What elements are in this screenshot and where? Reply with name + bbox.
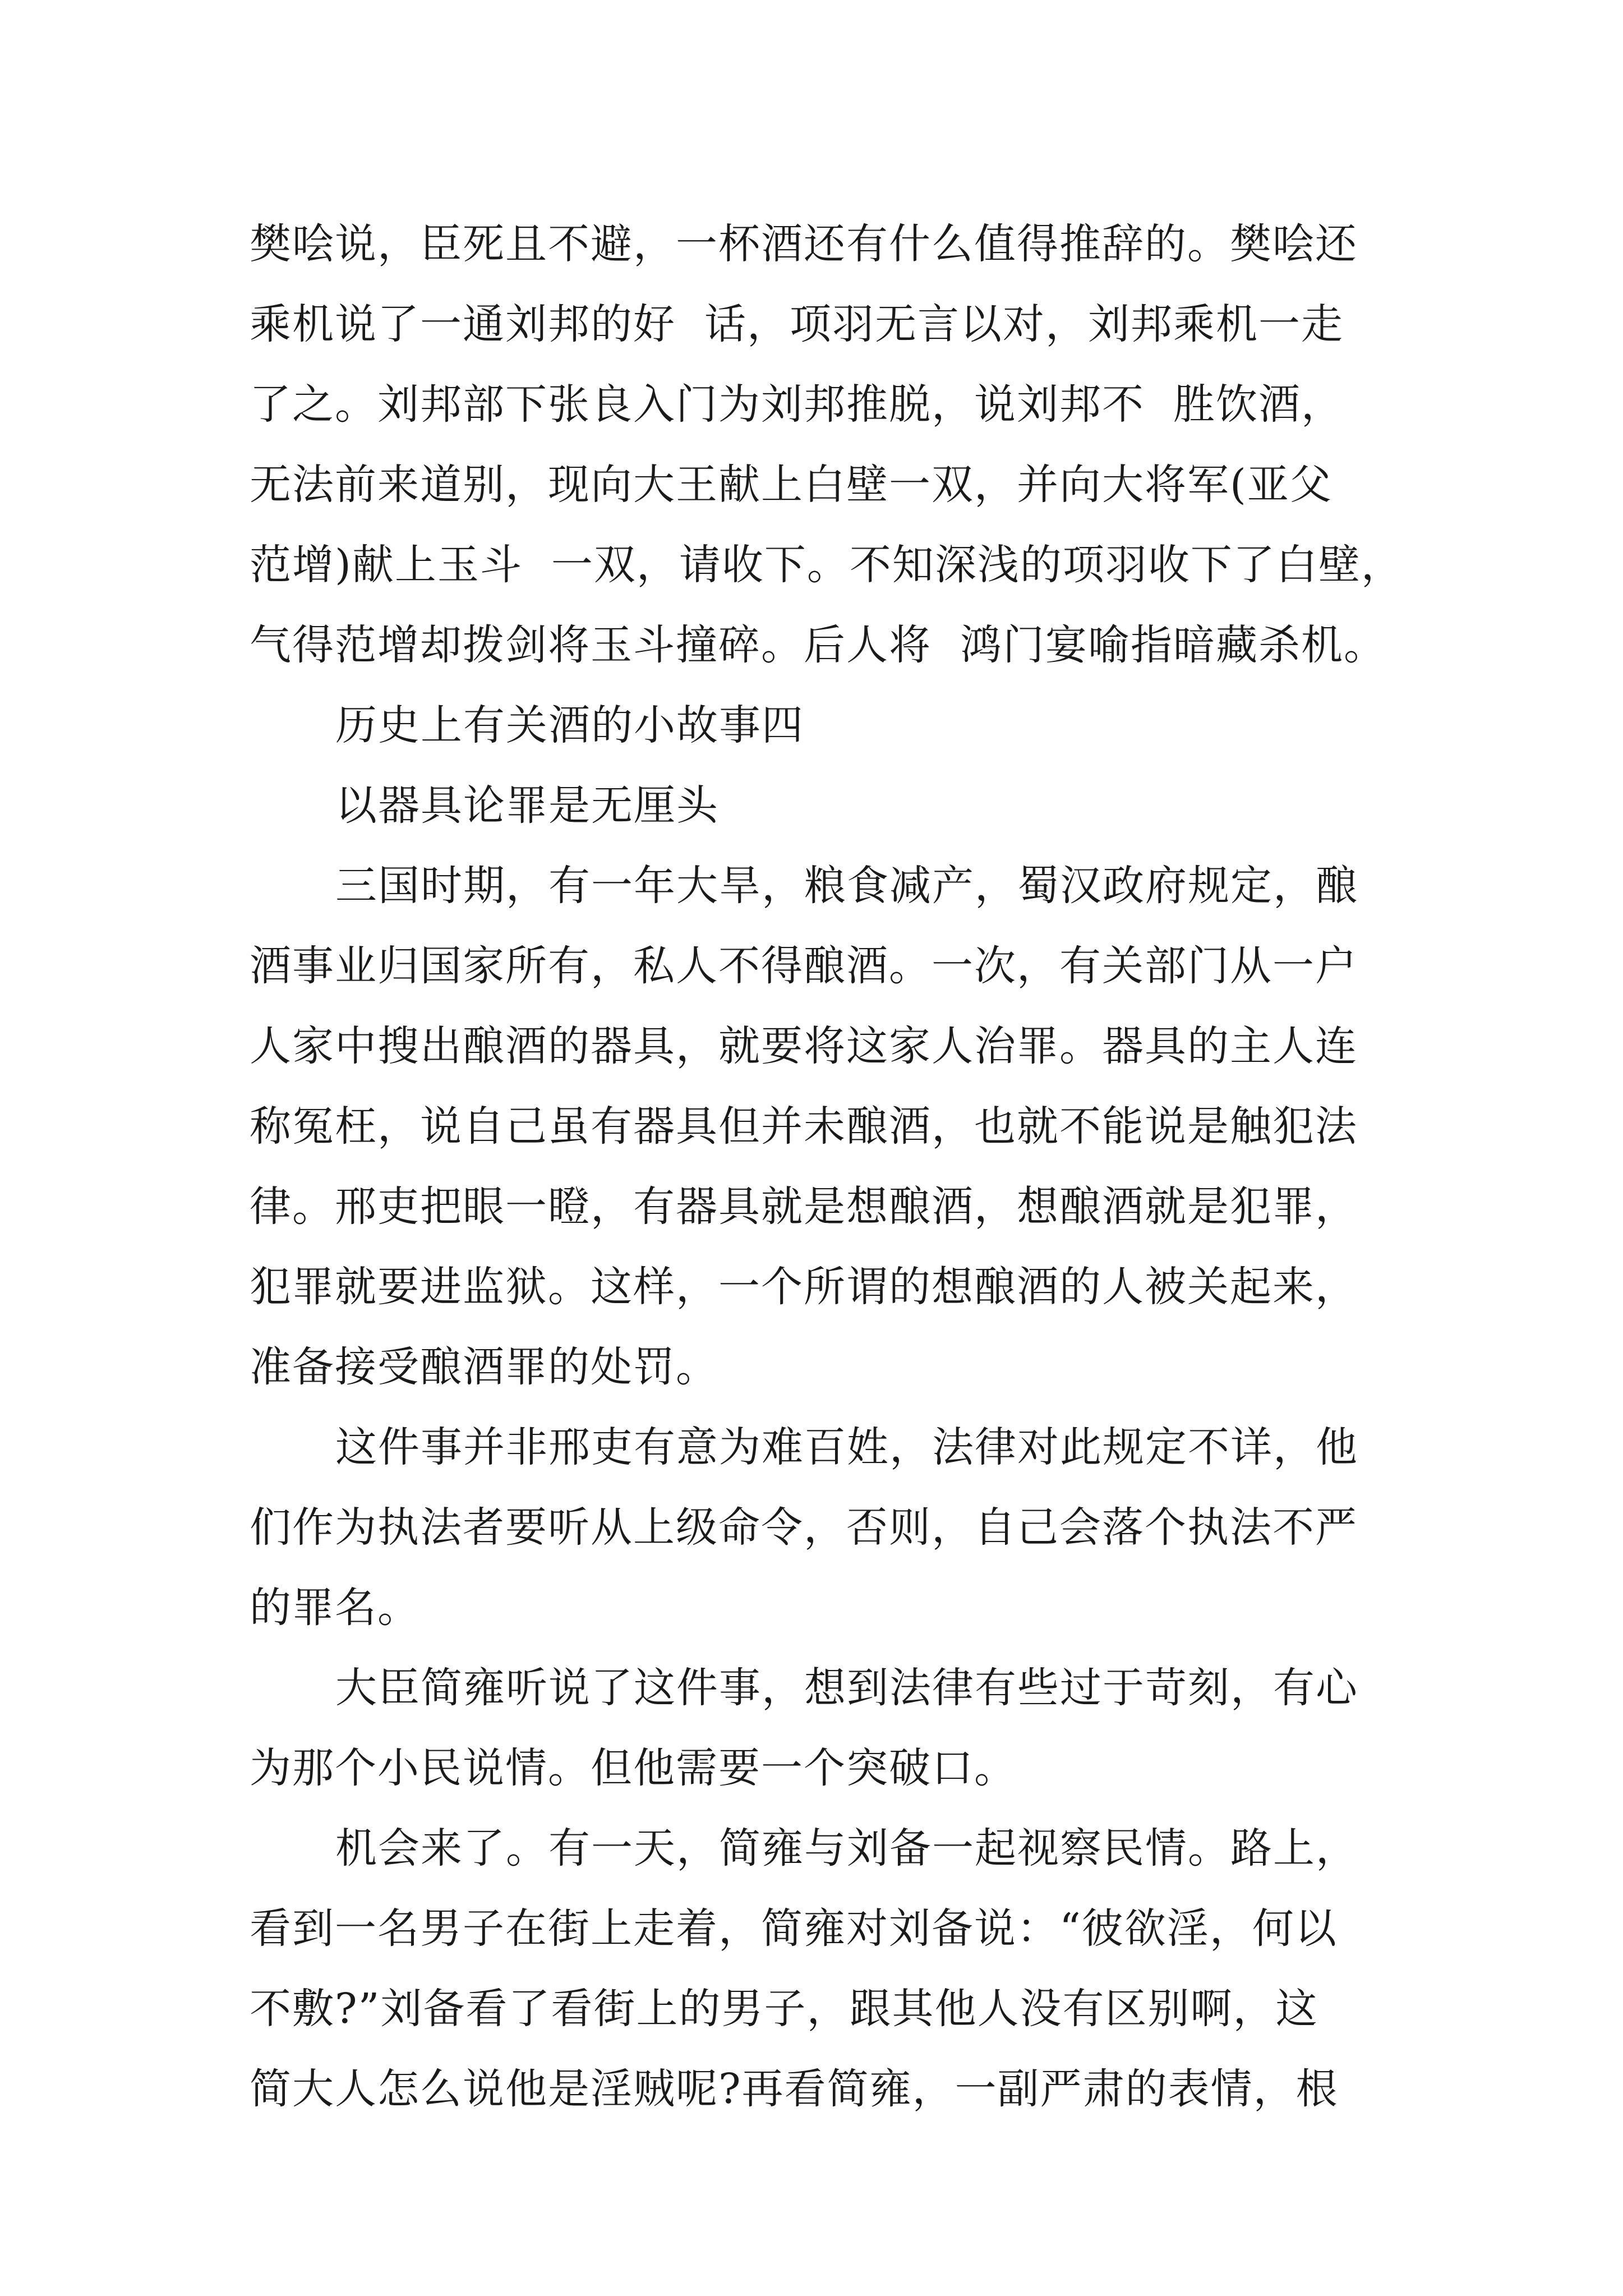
text-line: 犯罪就要进监狱。这样，一个所谓的想酿酒的人被关起来， bbox=[250, 1263, 1358, 1311]
text-line: 看到一名男子在街上走着，简雍对刘备说：“彼欲淫，何以 bbox=[250, 1904, 1338, 1953]
text-line: 人家中搜出酿酒的器具，就要将这家人治罪。器具的主人连 bbox=[250, 1022, 1358, 1070]
text-line: 气得范增却拨剑将玉斗撞碎。后人将 鸿门宴喻指暗藏杀机。 bbox=[250, 621, 1387, 669]
text-line: 三国时期，有一年大旱，粮食减产，蜀汉政府规定，酿 bbox=[335, 862, 1358, 910]
text-line: 酒事业归国家所有，私人不得酿酒。一次，有关部门从一户 bbox=[250, 942, 1358, 990]
text-line: 范增)献上玉斗 一双，请收下。不知深浅的项羽收下了白壁， bbox=[250, 541, 1404, 589]
text-line: 为那个小民说情。但他需要一个突破口。 bbox=[250, 1744, 1017, 1792]
text-line: 机会来了。有一天，简雍与刘备一起视察民情。路上， bbox=[335, 1824, 1358, 1872]
text-line: 乘机说了一通刘邦的好 话，项羽无言以对，刘邦乘机一走 bbox=[250, 300, 1344, 348]
text-line: 不敷?”刘备看了看街上的男子，跟其他人没有区别啊，这 bbox=[250, 1985, 1318, 2033]
text-line: 了之。刘邦部下张良入门为刘邦推脱，说刘邦不 胜饮酒， bbox=[250, 380, 1344, 429]
text-line: 们作为执法者要听从上级命令，否则，自己会落个执法不严 bbox=[250, 1503, 1358, 1552]
text-line: 律。邢吏把眼一瞪，有器具就是想酿酒，想酿酒就是犯罪， bbox=[250, 1182, 1358, 1231]
section-heading: 历史上有关酒的小故事四 bbox=[335, 701, 804, 749]
text-line: 称冤枉，说自己虽有器具但并未酿酒，也就不能说是触犯法 bbox=[250, 1102, 1358, 1151]
text-line: 大臣简雍听说了这件事，想到法律有些过于苛刻，有心 bbox=[335, 1664, 1358, 1712]
text-line: 这件事并非邢吏有意为难百姓，法律对此规定不详，他 bbox=[335, 1423, 1358, 1471]
text-line: 的罪名。 bbox=[250, 1584, 420, 1632]
story-title: 以器具论罪是无厘头 bbox=[335, 781, 719, 830]
text-line: 简大人怎么说他是淫贼呢?再看简雍，一副严肃的表情，根 bbox=[250, 2065, 1339, 2113]
text-line: 樊哙说，臣死且不避，一杯酒还有什么值得推辞的。樊哙还 bbox=[250, 220, 1358, 268]
text-line: 准备接受酿酒罪的处罚。 bbox=[250, 1343, 718, 1391]
text-line: 无法前来道别，现向大王献上白壁一双，并向大将军(亚父 bbox=[250, 461, 1332, 509]
